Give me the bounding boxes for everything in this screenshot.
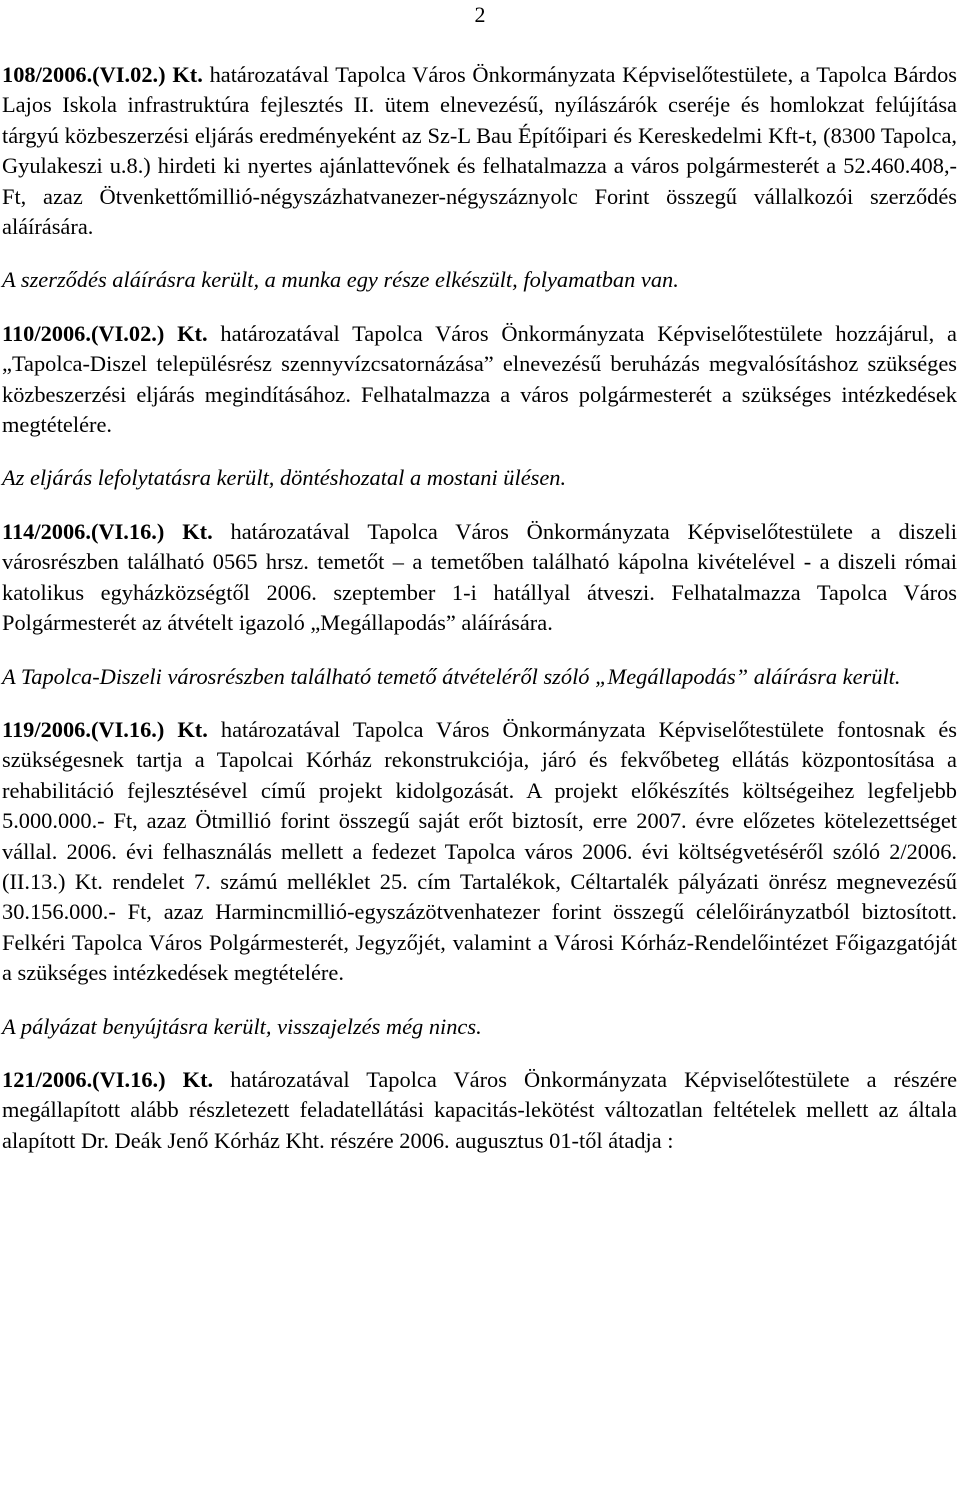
page-number: 2 bbox=[474, 2, 486, 27]
resolution-paragraph bbox=[2, 517, 957, 639]
resolution-reference: 121/2006.(VI.16.) Kt. bbox=[2, 1066, 214, 1092]
status-note: A szerződés aláírásra került, a munka egy része elkészült, folyamatban van. bbox=[2, 267, 679, 293]
resolution-paragraph bbox=[2, 319, 957, 441]
resolution-text: határozatával Tapolca Város Önkormányzata Képviselőtestülete fontosnak és szükségesnek tartja a Tapolcai Kórház rekonstrukciója, járó és fekvőbeteg ellátás központosítása a rehabilitáció fejlesztésével című projekt kidolgozását. A projekt előkészítés költségeihez legfeljebb 5.000.000.- Ft, azaz Ötmillió forint összegű saját erőt biztosít, erre 2007. évre előzetes kötelezettséget vállal. 2006. évi felhasználás mellett a fedezet Tapolca város 2006. évi költségvetéséről szóló 2/2006. (II.13.) Kt. rendelet 7. számú melléklet 25. cím Tartalékok, Céltartalék pályázati önrész megnevezésű 30.156.000.- Ft, azaz Harmincmillió-egyszázötvenhatezer forint összegű célelőirányzatból biztosított. Felkéri Tapolca Város Polgármesterét, Jegyzőjét, valamint a Városi Kórház-Rendelőintézet Főigazgatóját a szükséges intézkedések megtételére. bbox=[2, 716, 957, 986]
status-note: A pályázat benyújtásra került, visszajelzés még nincs. bbox=[2, 1013, 482, 1039]
resolution-reference: 108/2006.(VI.02.) Kt. bbox=[2, 62, 203, 87]
resolution-text: határozatával Tapolca Város Önkormányzata Képviselőtestülete, a Tapolca Bárdos Lajos Iskola infrastruktúra fejlesztés II. ütem elnevezésű, nyílászárók cseréje és homlokzat felújítása tárgyú közbeszerzési eljárás eredményeként az Sz-L Bau Építőipari és Kereskedelmi Kft-t, (8300 Tapolca, Gyulakeszi u.8.) hirdeti ki nyertes ajánlattevőnek és felhatalmazza a város polgármesterét a 52.460.408,-Ft, azaz Ötvenkettőmillió-négyszázhatvanezer-négyszáznyolc Forint összegű vállalkozói szerződés aláírására. bbox=[2, 62, 957, 240]
resolution-reference: 114/2006.(VI.16.) Kt. bbox=[2, 518, 213, 544]
resolution-paragraph bbox=[2, 1065, 957, 1156]
resolution-reference: 110/2006.(VI.02.) Kt. bbox=[2, 320, 208, 346]
status-note: A Tapolca-Diszeli városrészben található temető átvételéről szóló „Megállapodás” aláírásra került. bbox=[2, 663, 901, 689]
resolution-paragraph bbox=[2, 60, 957, 242]
resolution-text: határozatával Tapolca Város Önkormányzata Képviselőtestülete hozzájárul, a „Tapolca-Diszel településrész szennyvízcsatornázása” elnevezésű beruházás megvalósításhoz szükséges közbeszerzési eljárás megindításához. Felhatalmazza a város polgármesterét a szükséges intézkedések megtételére. bbox=[2, 320, 957, 438]
status-note: Az eljárás lefolytatásra került, döntéshozatal a mostani ülésen. bbox=[2, 465, 567, 491]
resolution-text: határozatával Tapolca Város Önkormányzata Képviselőtestülete a diszeli városrészben található 0565 hrsz. temetőt – a temetőben található kápolna kivételével - a diszeli római katolikus egyházközségtől 2006. szeptember 1-i hatállyal átveszi. Felhatalmazza Tapolca Város Polgármesterét az átvételt igazoló „Megállapodás” aláírására. bbox=[2, 518, 957, 636]
resolution-text: határozatával Tapolca Város Önkormányzata Képviselőtestülete a részére megállapított alább részletezett feladatellátási kapacitás-lekötést változatlan feltételek mellett az általa alapított Dr. Deák Jenő Kórház Kht. részére 2006. augusztus 01-től átadja : bbox=[2, 1066, 958, 1153]
resolution-reference: 119/2006.(VI.16.) Kt. bbox=[2, 716, 208, 742]
document-body bbox=[2, 60, 957, 1179]
resolution-paragraph bbox=[2, 715, 957, 989]
